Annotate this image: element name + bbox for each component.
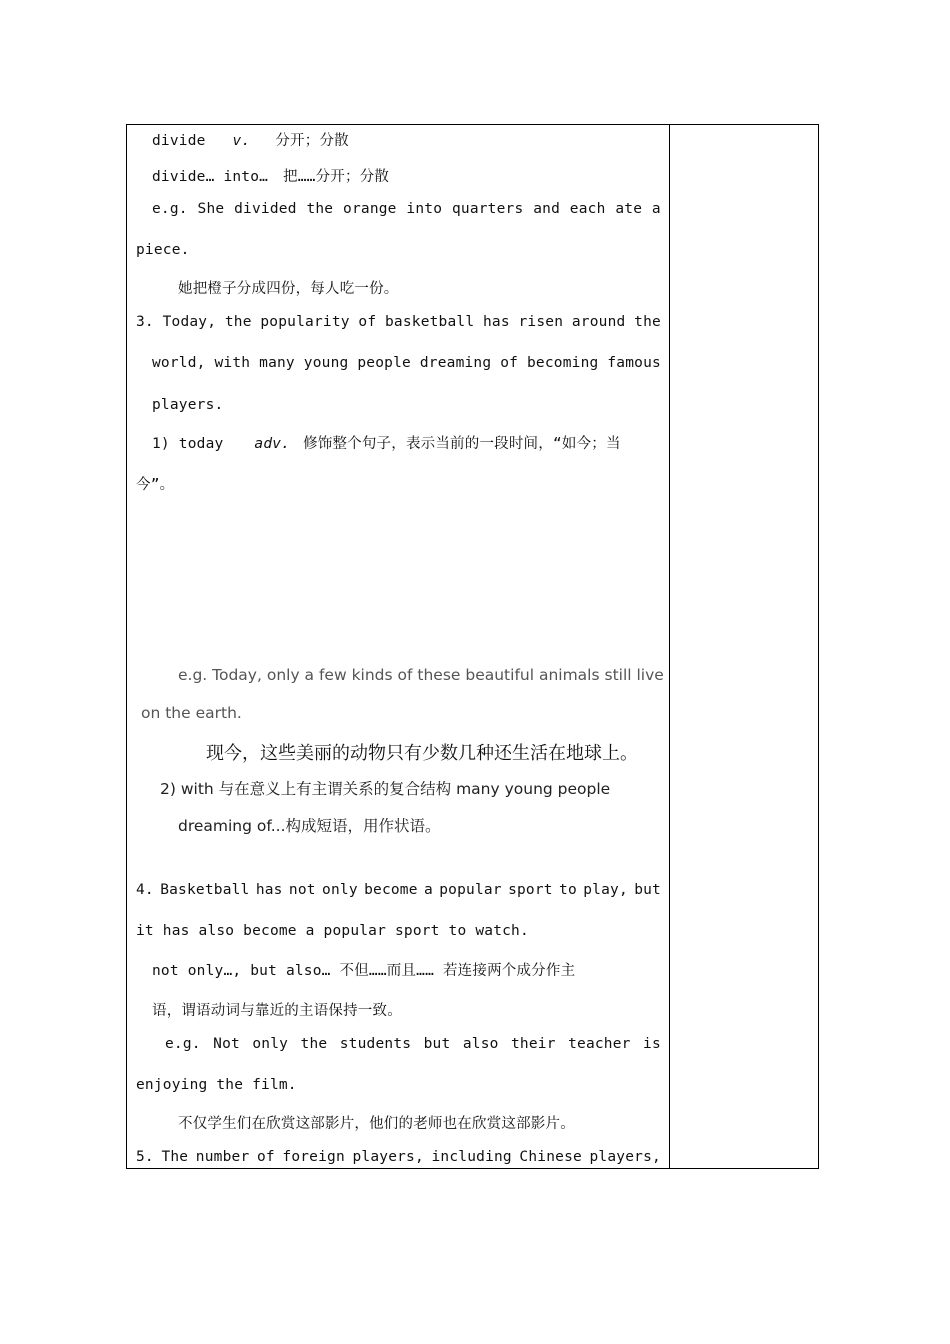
word: famous [607, 355, 661, 371]
word: into [406, 201, 443, 217]
word: with [214, 355, 251, 371]
word: 5. [136, 1149, 154, 1165]
word: dreaming [419, 355, 492, 371]
word: orange [343, 201, 397, 217]
word: of [256, 1149, 275, 1165]
divide-example-line [152, 201, 661, 217]
word: She [197, 201, 225, 217]
word: has [482, 314, 510, 330]
today-pos: adv. [254, 436, 291, 452]
word: of [358, 314, 377, 330]
with-line1: 2) with 与在意义上有主谓关系的复合结构 many young people [160, 780, 611, 798]
word: only [252, 1036, 289, 1052]
word: but [423, 1036, 451, 1052]
word: Basketball [160, 882, 250, 898]
today-entry [152, 432, 621, 453]
word: e.g. [165, 1036, 201, 1052]
item4-example-tail: enjoying the film. [136, 1077, 297, 1093]
item4-translation: 不仅学生们在欣赏这部影片，他们的老师也在欣赏这部影片。 [178, 1116, 575, 1132]
word: students [339, 1036, 412, 1052]
word: players, [352, 1149, 424, 1165]
word: only [322, 882, 358, 898]
word: world, [152, 355, 206, 371]
word: foreign [282, 1149, 345, 1165]
item4-rule-line1: not only…, but also… 不但……而且…… 若连接两个成分作主 [152, 963, 576, 979]
word: including [431, 1149, 512, 1165]
word: but [634, 882, 661, 898]
today-desc-tail: 今”。 [136, 477, 175, 493]
word: to [559, 882, 577, 898]
item3-line2 [152, 355, 661, 371]
word: also [462, 1036, 499, 1052]
word: a [423, 882, 433, 898]
word: a [651, 201, 661, 217]
word: basketball [384, 314, 475, 330]
item4-example-line [165, 1036, 661, 1052]
item3-line3: players. [152, 397, 224, 413]
word: 3. [136, 314, 154, 330]
word: the [224, 314, 252, 330]
word: teacher [568, 1036, 631, 1052]
divide-word: divide [152, 133, 206, 149]
word: and [533, 201, 560, 217]
divide-into-meaning: 把……分开；分散 [283, 169, 390, 185]
divide-pos: v. [232, 133, 251, 149]
item4-rule-line2: 语，谓语动词与靠近的主语保持一致。 [152, 1003, 402, 1019]
word: become [364, 882, 418, 898]
word: 4. [136, 882, 154, 898]
word: sport [508, 882, 553, 898]
word: quarters [451, 201, 524, 217]
word: young [303, 355, 349, 371]
word: Not [213, 1036, 240, 1052]
word: the [306, 201, 334, 217]
word: the [300, 1036, 328, 1052]
word: of [500, 355, 519, 371]
word: players, [589, 1149, 661, 1165]
word: number [195, 1149, 250, 1165]
divide-into-phrase: divide… into… [152, 169, 269, 185]
today-example-translation: 现今，这些美丽的动物只有少数几种还生活在地球上。 [206, 743, 638, 764]
word: Today, [162, 314, 217, 330]
word: play, [583, 882, 628, 898]
word: Chinese [519, 1149, 582, 1165]
word: their [511, 1036, 556, 1052]
word: many [259, 355, 295, 371]
word: people [357, 355, 411, 371]
word: e.g. [152, 201, 188, 217]
item3-line1 [136, 314, 661, 330]
word: not [288, 882, 316, 898]
word: risen [518, 314, 564, 330]
divide-into-entry [152, 165, 389, 186]
today-example-line2: on the earth. [141, 704, 242, 722]
today-num: 1) today [152, 436, 224, 452]
item5-line1 [136, 1149, 661, 1165]
divide-entry [152, 129, 349, 150]
word: becoming [526, 355, 599, 371]
today-desc: 修饰整个句子，表示当前的一段时间，“如今；当 [303, 436, 621, 452]
item4-line2: it has also become a popular sport to watch. [136, 923, 529, 939]
divide-meaning: 分开；分散 [275, 133, 349, 149]
divide-example-translation: 她把橙子分成四份，每人吃一份。 [178, 281, 399, 297]
word: divided [234, 201, 297, 217]
with-line2: dreaming of...构成短语，用作状语。 [178, 817, 441, 835]
word: each [569, 201, 606, 217]
word: is [643, 1036, 661, 1052]
word: ate [615, 201, 643, 217]
word: popular [439, 882, 502, 898]
word: the [634, 314, 661, 330]
table-column-divider [669, 124, 670, 1169]
divide-example-tail: piece. [136, 242, 190, 258]
word: has [255, 882, 283, 898]
word: popularity [260, 314, 350, 330]
word: The [161, 1149, 189, 1165]
item4-line1 [136, 882, 661, 898]
today-example-line1: e.g. Today, only a few kinds of these beautiful animals still live [178, 666, 664, 684]
word: around [571, 314, 626, 330]
